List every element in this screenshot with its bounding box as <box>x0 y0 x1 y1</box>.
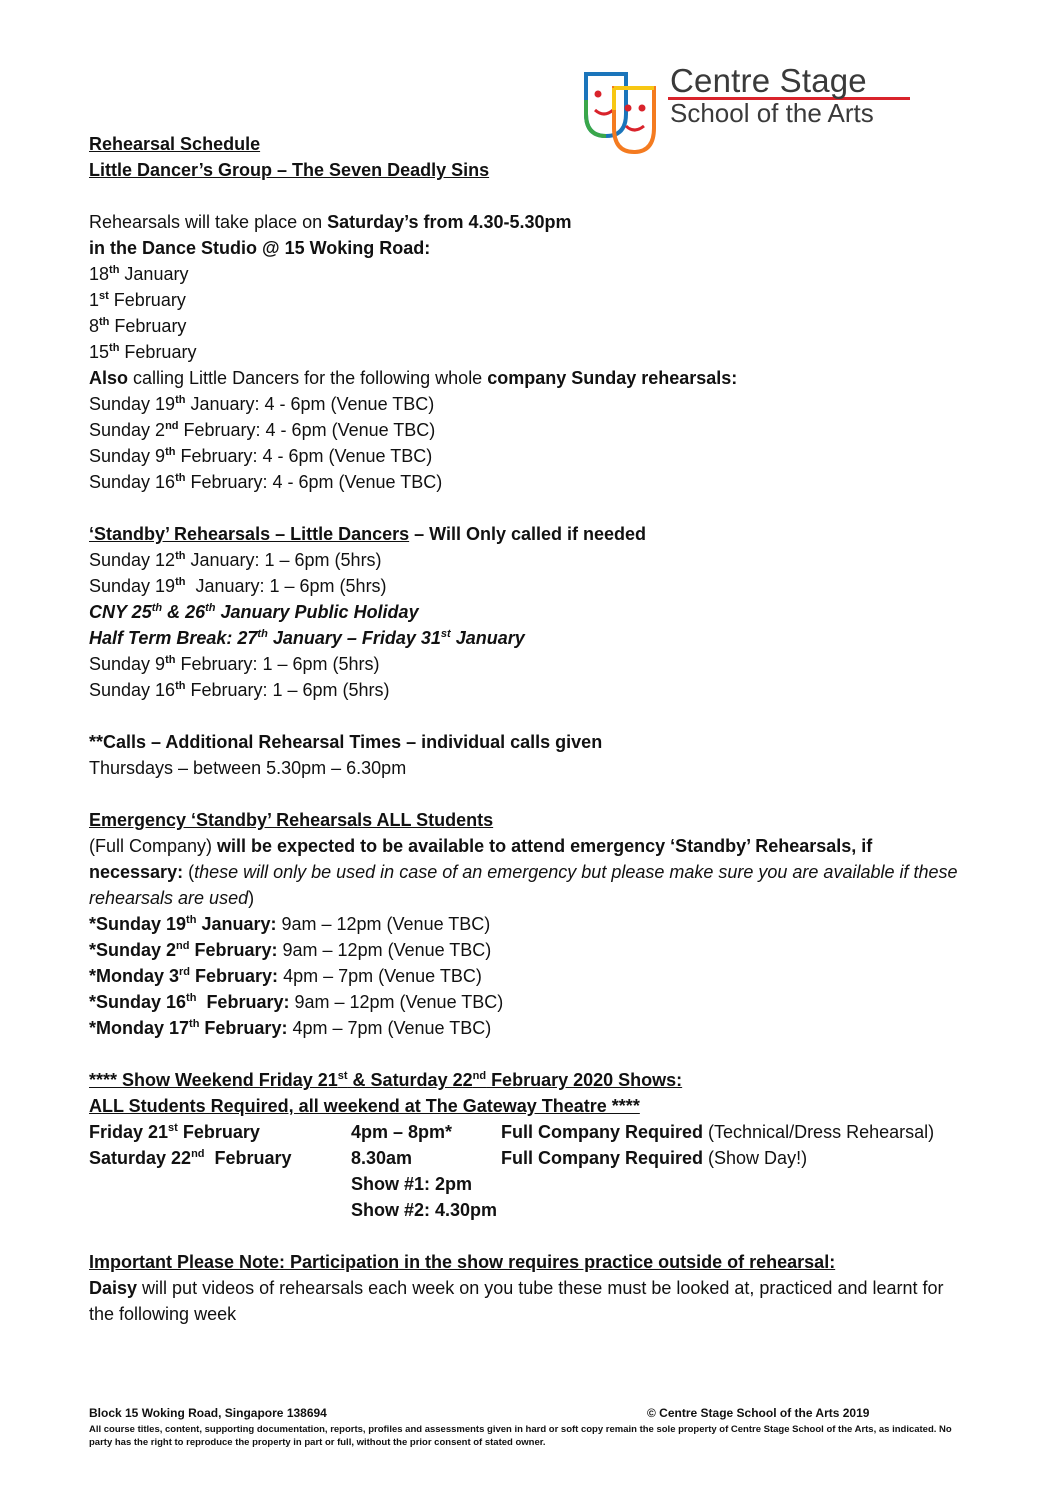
cny-holiday: CNY 25th & 26th January Public Holiday <box>89 602 419 622</box>
document-title: Rehearsal Schedule <box>89 134 261 154</box>
footer-address: Block 15 Woking Road, Singapore 138694 <box>89 1406 327 1420</box>
emergency-row: *Monday 3rd February: 4pm – 7pm (Venue TBC) <box>89 966 482 986</box>
emergency-row: *Sunday 19th January: 9am – 12pm (Venue TBC) <box>89 914 491 934</box>
saturday-date: 15th February <box>89 342 197 362</box>
saturday-date: 1st February <box>89 290 186 310</box>
show-row-saturday: Saturday 22nd February 8.30am Full Company Required (Show Day!) <box>89 1148 808 1168</box>
standby-row: Sunday 19th January: 1 – 6pm (5hrs) <box>89 576 387 596</box>
sunday-rehearsal: Sunday 19th January: 4 - 6pm (Venue TBC) <box>89 394 435 414</box>
emergency-row: *Monday 17th February: 4pm – 7pm (Venue TBC) <box>89 1018 492 1038</box>
emergency-paragraph: (Full Company) will be expected to be available to attend emergency ‘Standby’ Rehearsals, if necessary: (these will only be used in case of an emergency but please make sure you are available if these rehearsals are used) <box>89 836 958 908</box>
document-body <box>89 131 989 1327</box>
saturday-date: 8th February <box>89 316 187 336</box>
intro-line-1: Rehearsals will take place on Saturday’s from 4.30-5.30pm <box>89 212 572 232</box>
also-calling-line: Also calling Little Dancers for the following whole company Sunday rehearsals: <box>89 368 738 388</box>
sunday-rehearsal: Sunday 16th February: 4 - 6pm (Venue TBC) <box>89 472 443 492</box>
emergency-row: *Sunday 2nd February: 9am – 12pm (Venue TBC) <box>89 940 492 960</box>
calls-text: Thursdays – between 5.30pm – 6.30pm <box>89 758 407 778</box>
standby-row: Sunday 12th January: 1 – 6pm (5hrs) <box>89 550 382 570</box>
important-note-heading: Important Please Note: Participation in the show requires practice outside of rehearsal: <box>89 1252 836 1272</box>
logo-text <box>670 64 874 126</box>
logo-line2: School of the Arts <box>670 98 874 128</box>
sunday-rehearsal: Sunday 2nd February: 4 - 6pm (Venue TBC) <box>89 420 436 440</box>
sunday-rehearsal: Sunday 9th February: 4 - 6pm (Venue TBC) <box>89 446 433 466</box>
show-time-2: Show #2: 4.30pm <box>351 1200 498 1220</box>
show-weekend-heading: **** Show Weekend Friday 21st & Saturday 22nd February 2020 Shows: <box>89 1070 683 1090</box>
important-note-text: Daisy will put videos of rehearsals each week on you tube these must be looked at, practiced and learnt for the following week <box>89 1278 944 1324</box>
intro-line-2: in the Dance Studio @ 15 Woking Road: <box>89 238 431 258</box>
show-time-1: Show #1: 2pm <box>351 1174 473 1194</box>
footer-disclaimer: All course titles, content, supporting documentation, reports, profiles and assessments given in hard or soft copy remain the sole property of Centre Stage School of the Arts, as indicated. No party has the right to reproduce the property in part or full, without the prior consent of stated owner. <box>89 1424 952 1448</box>
show-row-friday: Friday 21st February 4pm – 8pm* Full Company Required (Technical/Dress Rehearsal) <box>89 1122 935 1142</box>
standby-heading: ‘Standby’ Rehearsals – Little Dancers – Will Only called if needed <box>89 524 647 544</box>
standby-row: Sunday 9th February: 1 – 6pm (5hrs) <box>89 654 380 674</box>
calls-heading: **Calls – Additional Rehearsal Times – individual calls given <box>89 732 603 752</box>
emergency-row: *Sunday 16th February: 9am – 12pm (Venue TBC) <box>89 992 504 1012</box>
footer-copyright: © Centre Stage School of the Arts 2019 <box>647 1406 870 1420</box>
show-weekend-subheading: ALL Students Required, all weekend at The Gateway Theatre **** <box>89 1096 640 1116</box>
document-subtitle: Little Dancer’s Group – The Seven Deadly Sins <box>89 160 490 180</box>
half-term-break: Half Term Break: 27th January – Friday 31st January <box>89 628 525 648</box>
standby-row: Sunday 16th February: 1 – 6pm (5hrs) <box>89 680 390 700</box>
logo-line1: Centre Stage <box>670 62 867 99</box>
page-footer <box>89 1407 959 1449</box>
emergency-heading: Emergency ‘Standby’ Rehearsals ALL Students <box>89 810 494 830</box>
saturday-date: 18th January <box>89 264 189 284</box>
